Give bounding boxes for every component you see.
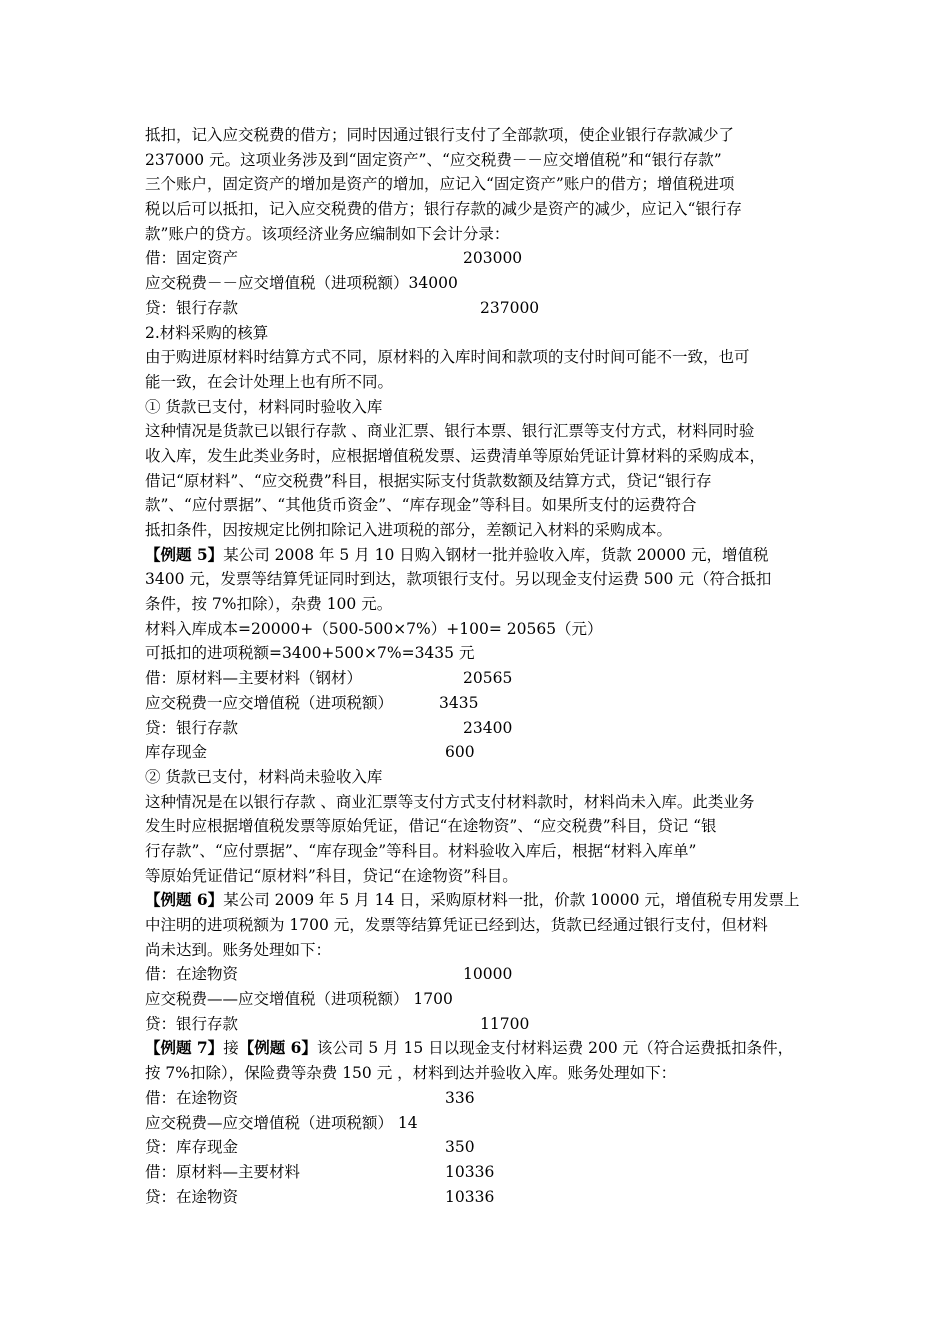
text-line: 发生时应根据增值税发票等原始凭证，借记“在途物资”、“应交税费”科目，贷记 “银 xyxy=(145,817,717,836)
journal-entry: 应交税费——应交增值税（进项税额） 1700 xyxy=(145,990,453,1009)
example-label: 【例题 6】 xyxy=(145,890,224,910)
account-name: 贷：库存现金 xyxy=(145,1138,239,1157)
text-line: 尚未达到。账务处理如下： xyxy=(145,940,332,959)
entry-amount: 10336 xyxy=(445,1162,495,1181)
journal-entry xyxy=(145,246,810,271)
account-name: 应交税费一应交增值税（进项税额） xyxy=(145,693,394,712)
journal-entry xyxy=(145,1135,810,1160)
entry-amount: 10336 xyxy=(445,1187,495,1206)
text-line: 三个账户，固定资产的增加是资产的增加，应记入“固定资产”账户的借方；增值税进项 xyxy=(145,175,735,194)
text-line: 收入库，发生此类业务时，应根据增值税发票、运费清单等原始凭证计算材料的采购成本， xyxy=(145,446,766,465)
journal-entry xyxy=(145,1160,810,1185)
text-line: 3400 元，发票等结算凭证同时到达，款项银行支付。另以现金支付运费 500 元（符合抵扣 xyxy=(145,570,772,589)
journal-entry xyxy=(145,691,810,716)
text-line: 中注明的进项税额为 1700 元，发票等结算凭证已经到达，货款已经通过银行支付，但材料 xyxy=(145,916,768,934)
entry-amount: 237000 xyxy=(480,298,540,317)
account-name: 借：原材料—主要材料（钢材） xyxy=(145,669,363,688)
account-name: 贷：银行存款 xyxy=(145,298,239,317)
text-line: 抵扣条件，因按规定比例扣除记入进项税的部分，差额记入材料的采购成本。 xyxy=(145,521,673,539)
account-name: 借：在途物资 xyxy=(145,1088,239,1107)
example-text: 接 xyxy=(223,1039,239,1058)
journal-entry xyxy=(145,1086,810,1111)
text-line: 按 7%扣除），保险费等杂费 150 元 ，材料到达并验收入库。账务处理如下： xyxy=(145,1064,677,1083)
text-line: 款”、“应付票据”、“其他货币资金”、“库存现金”等科目。如果所支付的运费符合 xyxy=(145,496,697,515)
text-line: 这种情况是在以银行存款 、商业汇票等支付方式支付材料款时，材料尚未入库。此类业务 xyxy=(145,792,755,811)
account-name: 借：原材料—主要材料 xyxy=(145,1162,301,1181)
text-line: 这种情况是货款已以银行存款 、商业汇票、银行本票、银行汇票等支付方式，材料同时验 xyxy=(145,422,755,441)
text-line: 抵扣，记入应交税费的借方；同时因通过银行支付了全部款项，使企业银行存款减少了 xyxy=(145,126,735,144)
account-name: 借：固定资产 xyxy=(145,249,239,268)
example-text: 某公司 2008 年 5 月 10 日购入钢材一批并验收入库，货款 20000 元，增值税 xyxy=(223,545,769,564)
text-line: 237000 元。这项业务涉及到“固定资产”、“应交税费－－应交增值税”和“银行存款” xyxy=(145,150,722,169)
example-label: 【例题 7】 xyxy=(145,1038,224,1058)
entry-amount: 10000 xyxy=(463,965,513,984)
journal-entry: 应交税费－－应交增值税（进项税额）34000 xyxy=(145,274,458,293)
account-name: 借：在途物资 xyxy=(145,965,239,984)
entry-amount: 336 xyxy=(445,1088,475,1107)
entry-amount: 600 xyxy=(445,743,475,762)
journal-entry xyxy=(145,296,810,321)
journal-entry xyxy=(145,1185,810,1210)
subsection-heading: ② 货款已支付，材料尚未验收入库 xyxy=(145,767,383,786)
example-line xyxy=(145,888,810,913)
entry-amount: 20565 xyxy=(463,669,513,688)
journal-entry xyxy=(145,1012,810,1037)
account-name: 贷：银行存款 xyxy=(145,718,239,737)
document-body xyxy=(145,123,810,1209)
journal-entry xyxy=(145,740,810,765)
text-line: 行存款”、“应付票据”、“库存现金”等科目。材料验收入库后，根据“材料入库单” xyxy=(145,841,697,860)
journal-entry xyxy=(145,962,810,987)
formula-line: 材料入库成本=20000+（500-500×7%）+100= 20565（元） xyxy=(145,619,603,638)
entry-amount: 3435 xyxy=(439,693,479,712)
text-line: 条件，按 7%扣除），杂费 100 元。 xyxy=(145,595,393,614)
entry-amount: 203000 xyxy=(463,249,523,268)
example-line xyxy=(145,543,810,568)
entry-amount: 23400 xyxy=(463,718,513,737)
example-reference: 【例题 6】 xyxy=(238,1038,317,1058)
text-line: 由于购进原材料时结算方式不同，原材料的入库时间和款项的支付时间可能不一致，也可 xyxy=(145,348,750,367)
account-name: 贷：在途物资 xyxy=(145,1187,239,1206)
text-line: 借记“原材料”、“应交税费”科目，根据实际支付货款数额及结算方式，贷记“银行存 xyxy=(145,471,712,490)
entry-amount: 350 xyxy=(445,1138,475,1157)
example-text: 该公司 5 月 15 日以现金支付材料运费 200 元（符合运费抵扣条件， xyxy=(316,1039,794,1058)
example-line xyxy=(145,1036,810,1061)
entry-amount: 11700 xyxy=(480,1014,530,1033)
text-line: 等原始凭证借记“原材料”科目，贷记“在途物资”科目。 xyxy=(145,866,518,885)
journal-entry xyxy=(145,666,810,691)
example-text: 某公司 2009 年 5 月 14 日，采购原材料一批，价款 10000 元，增值税专用发票上 xyxy=(223,891,800,910)
account-name: 库存现金 xyxy=(145,743,208,762)
journal-entry: 应交税费—应交增值税（进项税额） 14 xyxy=(145,1113,418,1132)
formula-line: 可抵扣的进项税额=3400+500×7%=3435 元 xyxy=(145,644,475,663)
subsection-heading: ① 货款已支付，材料同时验收入库 xyxy=(145,397,383,416)
text-line: 能一致，在会计处理上也有所不同。 xyxy=(145,372,394,391)
text-line: 款”账户的贷方。该项经济业务应编制如下会计分录： xyxy=(145,224,510,243)
section-heading: 2.材料采购的核算 xyxy=(145,323,269,342)
text-line: 税以后可以抵扣，记入应交税费的借方；银行存款的减少是资产的减少，应记入“银行存 xyxy=(145,200,742,219)
account-name: 贷：银行存款 xyxy=(145,1014,239,1033)
example-label: 【例题 5】 xyxy=(145,544,224,564)
journal-entry xyxy=(145,716,810,741)
